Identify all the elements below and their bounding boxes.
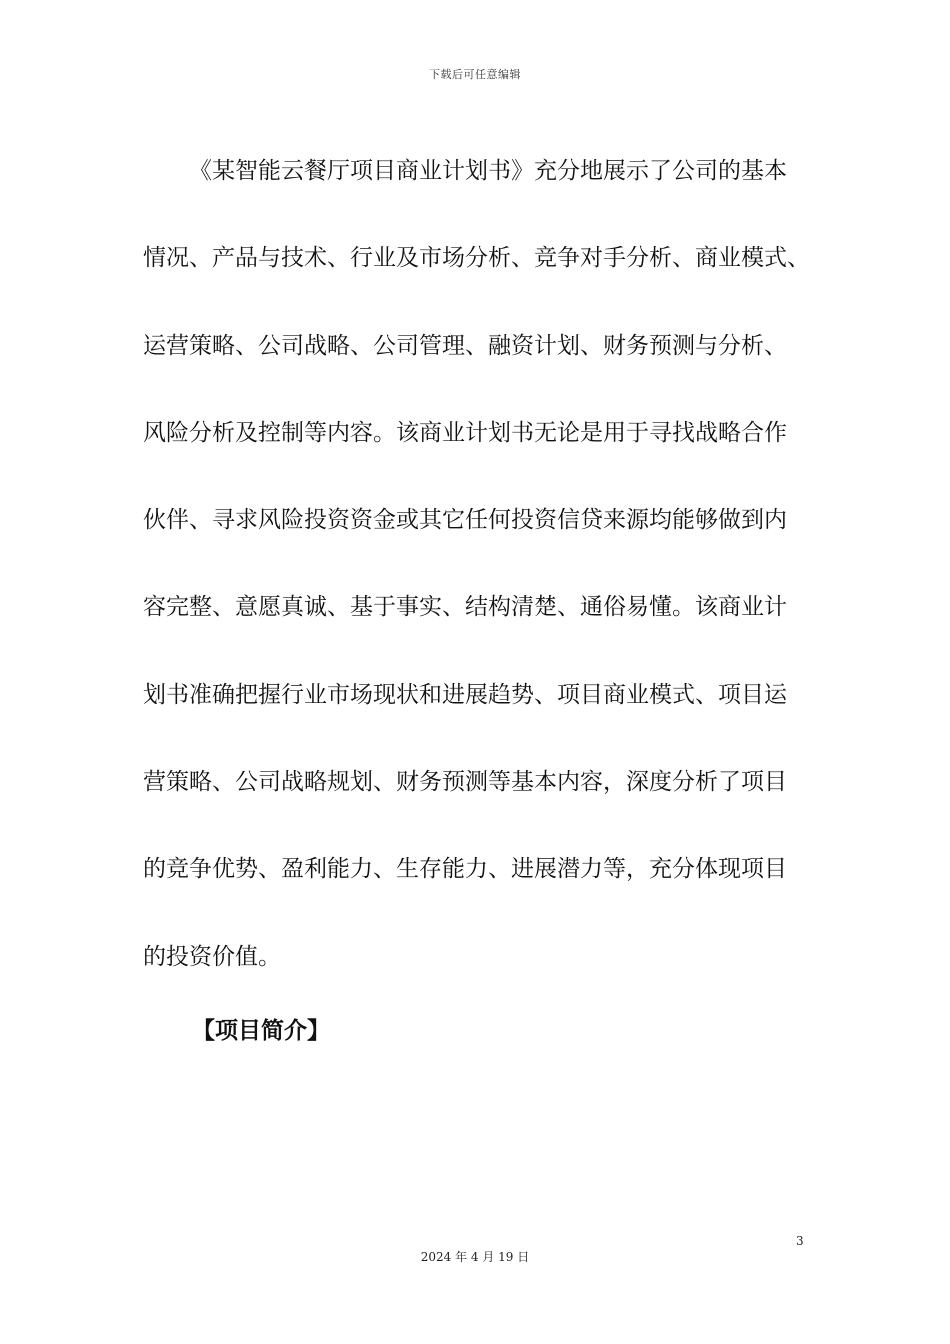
paragraph-line: 运营策略、公司战略、公司管理、融资计划、财务预测与分析、 bbox=[143, 332, 787, 359]
paragraph-line: 营策略、公司战略规划、财务预测等基本内容，深度分析了项目 bbox=[143, 769, 787, 796]
paragraph-line: 情况、产品与技术、行业及市场分析、竞争对手分析、商业模式、 bbox=[143, 245, 810, 272]
paragraph-line: 风险分析及控制等内容。该商业计划书无论是用于寻找战略合作 bbox=[143, 419, 787, 446]
page-header: 下载后可任意编辑 bbox=[429, 68, 521, 81]
footer-date: 2024 年 4 月 19 日 bbox=[420, 1250, 530, 1264]
paragraph-line: 的投资价值。 bbox=[143, 943, 281, 970]
paragraph-line: 划书准确把握行业市场现状和进展趋势、项目商业模式、项目运 bbox=[143, 681, 787, 708]
intro-paragraph bbox=[143, 128, 810, 1001]
section-heading: 【项目简介】 bbox=[192, 1018, 330, 1044]
page-number: 3 bbox=[796, 1234, 804, 1248]
paragraph-line: 《某智能云餐厅项目商业计划书》充分地展示了公司的基本 bbox=[189, 158, 787, 184]
paragraph-line: 容完整、意愿真诚、基于事实、结构清楚、通俗易懂。该商业计 bbox=[143, 594, 787, 621]
paragraph-line: 伙伴、寻求风险投资资金或其它任何投资信贷来源均能够做到内 bbox=[143, 507, 787, 534]
paragraph-line: 的竞争优势、盈利能力、生存能力、进展潜力等，充分体现项目 bbox=[143, 856, 787, 883]
